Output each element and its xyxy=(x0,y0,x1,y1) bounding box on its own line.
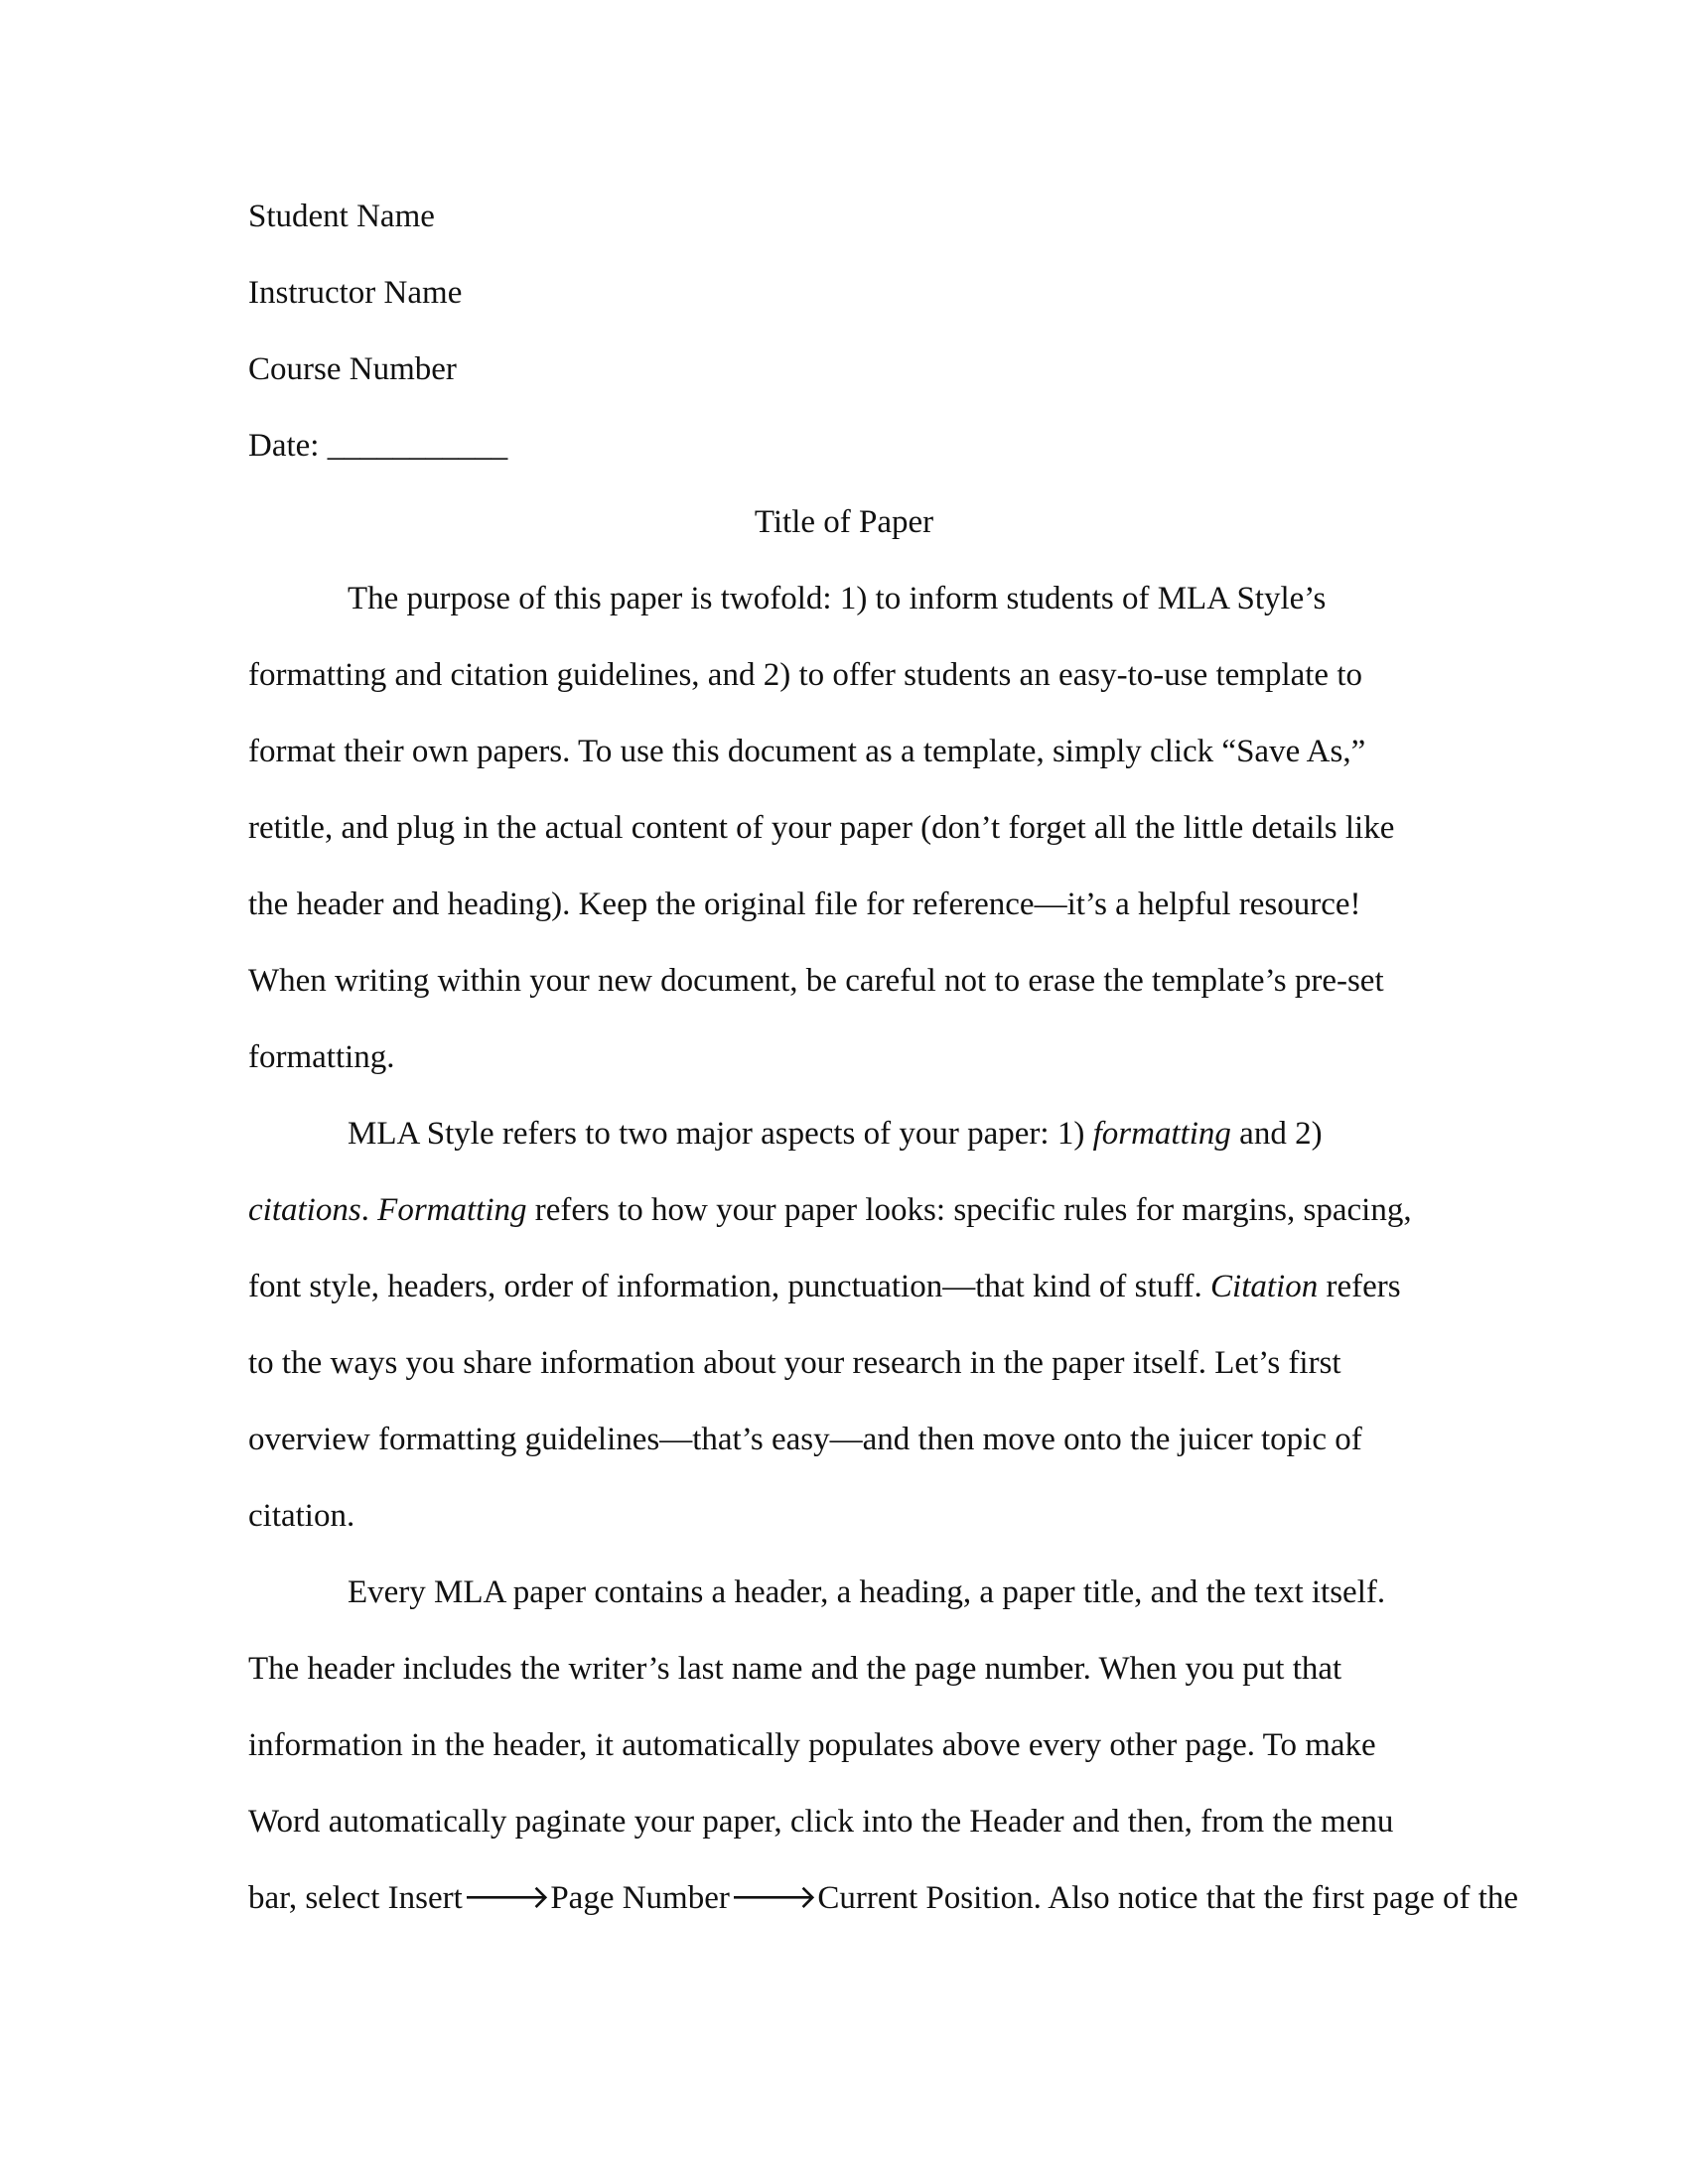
p2-line-3-text-a: font style, headers, order of information, punctuation—that kind of stuff. xyxy=(248,1269,1211,1304)
p2-italic-formatting: formatting xyxy=(1092,1116,1231,1152)
p1-line-7: formatting. xyxy=(248,1039,395,1075)
document-body xyxy=(248,189,1519,1947)
p3-line-1: Every MLA paper contains a header, a heading, a paper title, and the text itself. xyxy=(348,1574,1386,1610)
p2-line-6: citation. xyxy=(248,1498,355,1534)
p2-line-1-text-a: MLA Style refers to two major aspects of your paper: 1) xyxy=(348,1116,1093,1152)
p1-line-2: formatting and citation guidelines, and 2) to offer students an easy-to-use template to xyxy=(248,657,1362,693)
p2-line-3 xyxy=(248,1259,1440,1335)
p2-line-5: overview formatting guidelines—that’s easy—and then move onto the juicer topic of xyxy=(248,1422,1362,1457)
p3-line-2: The header includes the writer’s last name and the page number. When you put that xyxy=(248,1651,1342,1687)
p2-line-4: to the ways you share information about your research in the paper itself. Let’s first xyxy=(248,1345,1341,1381)
heading-student-name: Student Name xyxy=(248,199,435,234)
paper-title: Title of Paper xyxy=(754,504,934,540)
p2-line-1-text-c: and 2) xyxy=(1230,1116,1323,1152)
p2-line-2-text-d: refers to how your paper looks: specific rules for margins, spacing, xyxy=(526,1192,1412,1228)
p2-line-3-text-c: refers xyxy=(1318,1269,1401,1304)
heading-instructor-name: Instructor Name xyxy=(248,275,463,311)
p3-line-5: bar, select Insert🡒Page Number🡒Current Position. Also notice that the first page of the xyxy=(248,1880,1519,1916)
p1-line-3: format their own papers. To use this document as a template, simply click “Save As,” xyxy=(248,734,1366,769)
date-blank: ___________ xyxy=(327,428,508,464)
heading-course-number: Course Number xyxy=(248,351,457,387)
p3-line-4: Word automatically paginate your paper, click into the Header and then, from the menu xyxy=(248,1804,1394,1840)
p2-italic-formatting-2: Formatting xyxy=(377,1192,527,1228)
date-label: Date: xyxy=(248,428,328,464)
p1-line-6: When writing within your new document, be careful not to erase the template’s pre-set xyxy=(248,963,1384,999)
p1-line-4: retitle, and plug in the actual content of your paper (don’t forget all the little details like xyxy=(248,810,1395,846)
p2-line-2-text-b: . xyxy=(360,1192,378,1228)
p2-italic-citation: Citation xyxy=(1210,1269,1319,1304)
p2-line-1 xyxy=(248,1106,1440,1182)
p1-line-1: The purpose of this paper is twofold: 1) to inform students of MLA Style’s xyxy=(348,581,1327,616)
p2-italic-citations: citations xyxy=(248,1192,361,1228)
heading-date xyxy=(248,418,1440,494)
p1-line-5: the header and heading). Keep the original file for reference—it’s a helpful resource! xyxy=(248,887,1361,922)
p2-line-2 xyxy=(248,1182,1440,1259)
p3-line-3: information in the header, it automatically populates above every other page. To make xyxy=(248,1727,1376,1763)
